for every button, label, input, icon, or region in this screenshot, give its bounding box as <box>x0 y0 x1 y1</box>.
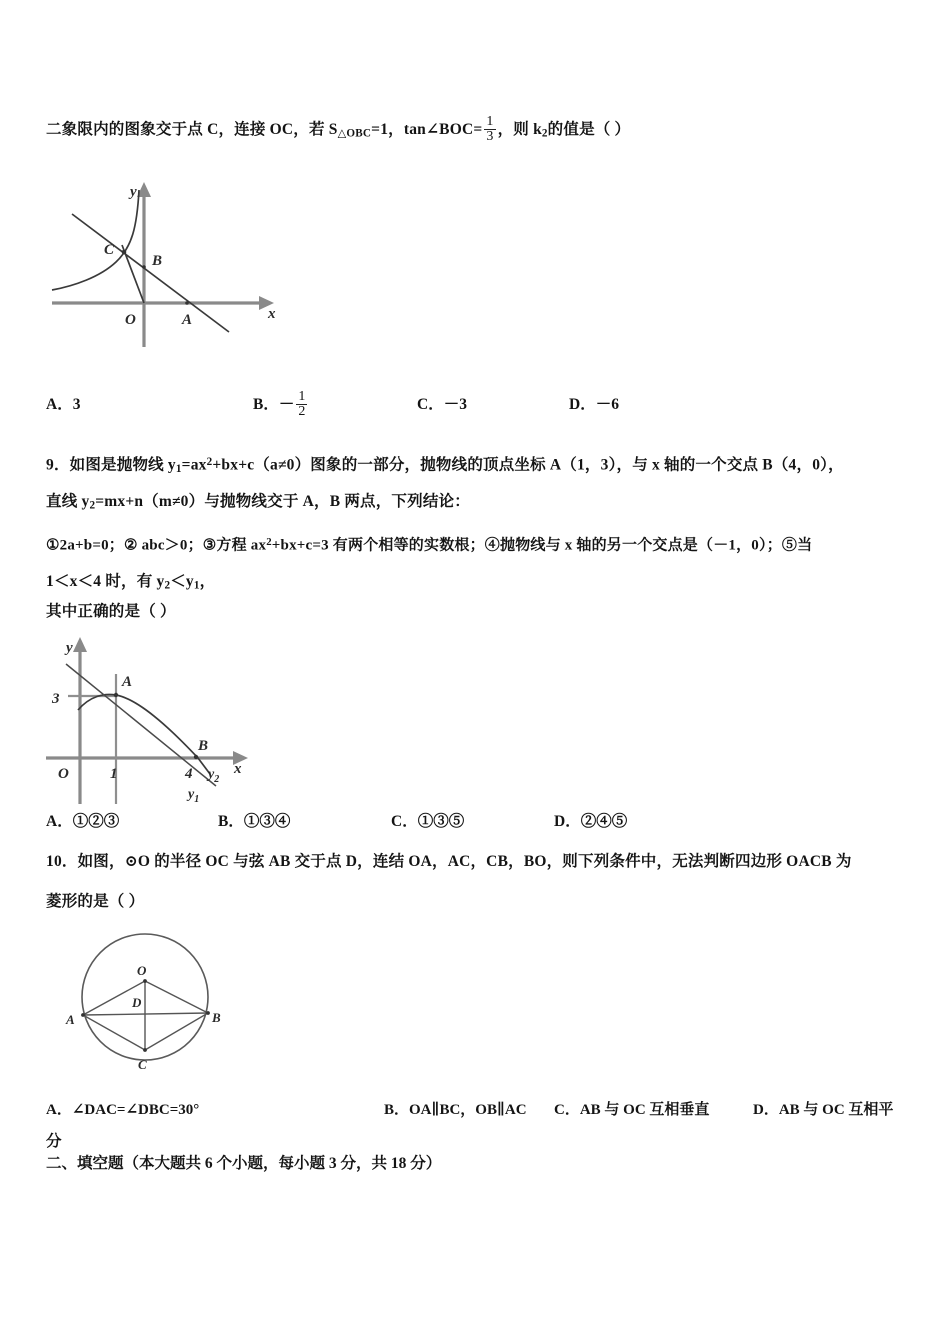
q10-label-o: O <box>137 963 147 978</box>
q9-line1-b: =ax <box>181 456 207 474</box>
q9-line1-c: +bx+c（a≠0）图象的一部分，抛物线的顶点坐标 A（1，3），与 x 轴的一个交点 B（4，0）， <box>212 456 844 474</box>
q9-line-y2 <box>66 664 216 786</box>
q8-label-a: A <box>182 312 193 328</box>
q9-line3-b: +bx+c=3 有两个相等的实数根；④抛物线与 x 轴的另一个交点是（－1，0）；⑤当 <box>271 537 813 554</box>
q10-options-row <box>46 1090 926 1130</box>
parabola-line-svg <box>38 626 288 811</box>
q10-option-a-text: ∠DAC=∠DBC=30° <box>71 1102 200 1118</box>
q8-option-c[interactable] <box>417 385 467 425</box>
q8-option-b-frac-den: 2 <box>298 404 306 420</box>
q8-fraction-denominator: 3 <box>486 129 494 145</box>
q8-label-x-axis: x <box>268 306 276 322</box>
q8-label-y-axis: y <box>130 184 137 200</box>
q9-option-a-key: A． <box>46 813 73 830</box>
q8-option-d-key: D． <box>569 396 596 413</box>
q10-label-a: A <box>66 1012 75 1027</box>
q9-option-c-text: ①③⑤ <box>417 813 465 830</box>
q8-option-b-fraction <box>296 390 307 420</box>
q9-label-origin: O <box>58 766 69 782</box>
q10-point-c-dot <box>143 1048 147 1052</box>
q9-line2-sub-y2: 2 <box>89 499 96 512</box>
q9-line1-sup-2: 2 <box>206 456 213 468</box>
q10-option-c-text: AB 与 OC 互相垂直 <box>579 1102 710 1118</box>
q9-label-x-axis: x <box>234 761 242 777</box>
q9-label-b: B <box>198 738 209 754</box>
q8-point-c-dot <box>122 250 127 255</box>
q9-line4-sub-y2: 2 <box>164 579 171 592</box>
q8-option-a-key: A． <box>46 396 73 413</box>
q8-option-a-text: 3 <box>72 396 81 413</box>
q8-stem-part1: 二象限内的图象交于点 C，连接 OC，若 S <box>46 121 338 138</box>
q8-option-d-text: －6 <box>595 396 619 413</box>
q9-option-b-text: ①③④ <box>243 813 291 830</box>
q10-label-b: B <box>212 1010 221 1025</box>
q9-tick-x1: 1 <box>110 766 118 782</box>
q9-options-row <box>46 802 912 842</box>
q8-stem-subscript-k2: 2 <box>541 127 548 140</box>
q8-stem-part3: ，则 k <box>497 121 542 138</box>
q9-line4-c: ， <box>199 573 216 590</box>
q9-y-axis-arrow <box>73 637 87 652</box>
q9-curve-label-y1: $y_1$ <box>188 787 200 805</box>
q9-option-a-text: ①②③ <box>72 813 120 830</box>
q9-option-b-key: B． <box>218 813 244 830</box>
q10-option-d[interactable] <box>753 1090 893 1130</box>
q10-point-a-dot <box>81 1013 85 1017</box>
q9-tick-x4: 4 <box>185 766 193 782</box>
q8-point-a-dot <box>185 301 189 305</box>
q8-options-row <box>46 385 912 425</box>
q9-line1-sub-y1: 1 <box>175 463 182 476</box>
q10-option-b[interactable] <box>384 1090 527 1130</box>
q8-point-b-dot <box>142 265 146 269</box>
q9-line3-sup-2: 2 <box>266 536 272 548</box>
q10-option-b-key: B． <box>384 1102 410 1118</box>
q8-label-origin: O <box>125 312 136 328</box>
q10-segment-ob <box>145 981 208 1013</box>
q10-stem-line2: 菱形的是（ ） <box>46 893 145 910</box>
q8-option-c-text: －3 <box>443 396 467 413</box>
q9-tick-y3: 3 <box>52 691 60 707</box>
q8-option-b-text: － <box>278 396 295 413</box>
q8-option-b-key: B． <box>253 396 279 413</box>
q10-option-d-key: D． <box>753 1102 779 1118</box>
q9-option-d[interactable] <box>554 802 627 842</box>
q9-point-b-dot <box>194 755 198 759</box>
q10-point-b-dot <box>206 1011 210 1015</box>
q9-line2-a: 直线 y <box>46 493 90 510</box>
q9-option-d-text: ②④⑤ <box>580 813 628 830</box>
q10-point-o-dot <box>143 979 147 983</box>
q10-option-d-text: AB 与 OC 互相平 <box>778 1102 894 1118</box>
q10-options-overflow: 分 <box>46 1133 62 1150</box>
q8-option-c-key: C． <box>417 396 444 413</box>
q10-option-c[interactable] <box>554 1090 709 1130</box>
q10-figure <box>42 925 252 1090</box>
q9-curve-label-y2: $y_2$ <box>208 767 220 785</box>
q8-stem <box>46 110 630 153</box>
q8-hyperbola-curve <box>52 190 139 290</box>
q9-option-c-key: C． <box>391 813 418 830</box>
q9-conclusions-line1 <box>46 522 812 566</box>
q9-line4-b: ＜y <box>170 573 194 590</box>
q8-stem-part4: 的值是（ ） <box>547 121 631 138</box>
q9-parabola-curve <box>78 694 210 774</box>
q9-line4-a: 1＜x＜4 时，有 y <box>46 573 165 590</box>
q8-option-b[interactable] <box>253 385 309 425</box>
hyperbola-line-svg <box>44 172 294 352</box>
q10-option-b-text: OA∥BC，OB∥AC <box>409 1102 527 1118</box>
q10-label-d: D <box>132 995 142 1010</box>
q9-figure <box>38 626 288 811</box>
q9-point-a-dot <box>114 693 118 697</box>
q8-label-b: B <box>152 253 163 269</box>
q9-label-a: A <box>122 674 133 690</box>
q8-label-c: C <box>104 242 115 258</box>
section2-heading: 二、填空题（本大题共 6 个小题，每小题 3 分，共 18 分） <box>46 1155 442 1172</box>
q8-option-d[interactable] <box>569 385 619 425</box>
q10-option-a-key: A． <box>46 1102 72 1118</box>
q9-line2-b: =mx+n（m≠0）与抛物线交于 A，B 两点，下列结论： <box>95 493 470 510</box>
q8-stem-subscript-obc: △OBC <box>337 127 372 140</box>
q8-option-b-frac-num: 1 <box>298 389 306 405</box>
q8-option-a[interactable] <box>46 385 80 425</box>
q8-stem-part2: =1，tan∠BOC= <box>371 121 483 138</box>
q8-figure <box>44 172 294 352</box>
q10-stem-line1: 10．如图，⊙O 的半径 OC 与弦 AB 交于点 D，连结 OA，AC，CB，BO，则下列条件中，无法判断四边形 OACB 为 <box>46 853 852 870</box>
q9-option-c[interactable] <box>391 802 464 842</box>
q9-option-d-key: D． <box>554 813 581 830</box>
q9-stem-line2 <box>46 482 470 525</box>
q8-line-ca <box>72 214 229 332</box>
q9-option-b[interactable] <box>218 802 290 842</box>
q9-option-a[interactable] <box>46 802 119 842</box>
q10-label-c: C <box>138 1057 147 1072</box>
q9-line1-a: 9．如图是抛物线 y <box>46 456 176 474</box>
q9-question-prompt: 其中正确的是（ ） <box>46 603 176 620</box>
q9-line4-sub-y1: 1 <box>193 579 200 592</box>
q9-label-y-axis: y <box>66 640 73 656</box>
q8-fraction-numerator: 1 <box>486 114 494 130</box>
circle-rhombus-svg <box>42 925 252 1090</box>
q8-fraction-one-third <box>484 115 495 145</box>
q10-option-a[interactable] <box>46 1090 199 1130</box>
q9-line3-a: ①2a+b=0；② abc＞0；③方程 ax <box>46 537 267 554</box>
q10-option-c-key: C． <box>554 1102 580 1118</box>
